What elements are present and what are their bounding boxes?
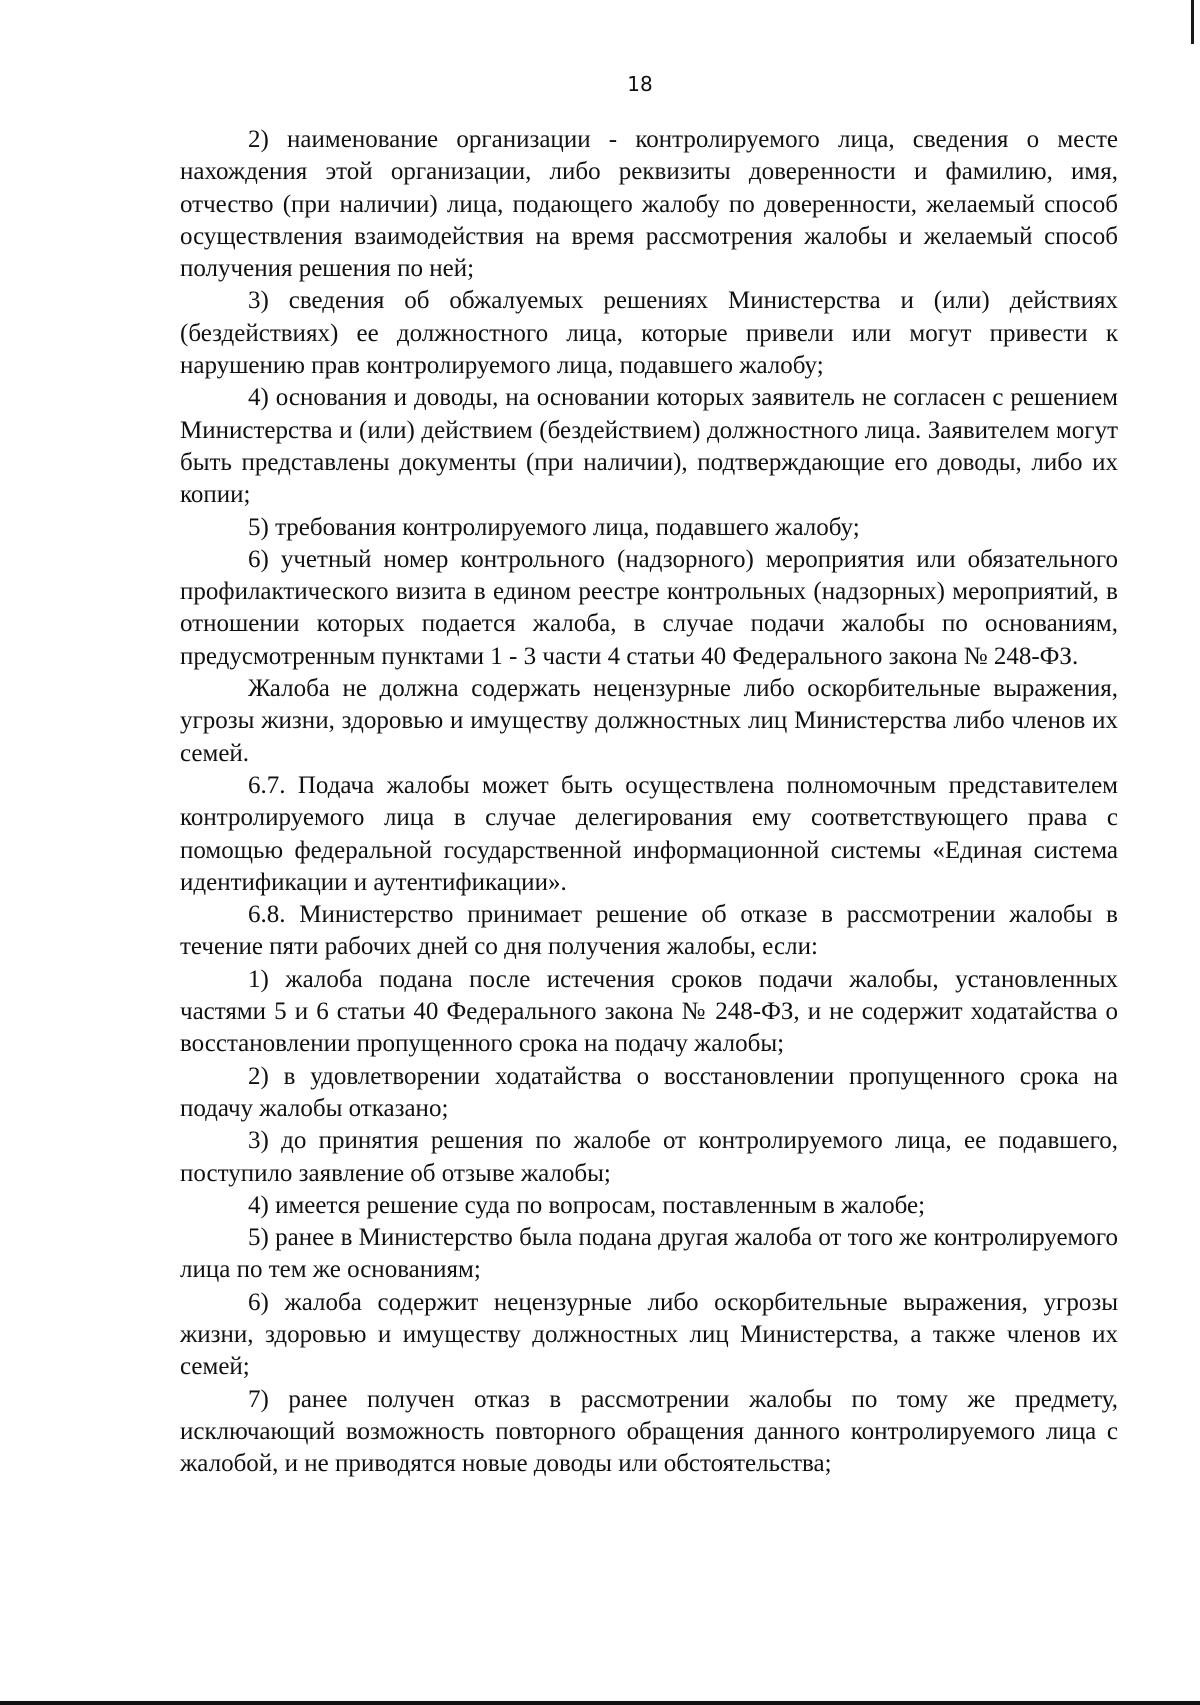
- page-number: 18: [627, 72, 653, 96]
- paragraph-content-restriction: Жалоба не должна содержать нецензурные либо оскорбительные выражения, угрозы жизни, здоровью и имуществу должностных лиц Министерства либо членов их семей.: [180, 675, 1118, 767]
- scan-edge-bottom: [0, 1701, 1200, 1705]
- paragraph-refusal-5: 5) ранее в Министерство была подана другая жалоба от того же контролируемого лица по тем же основаниям;: [180, 1224, 1118, 1284]
- paragraph-item-4-grounds: 4) основания и доводы, на основании которых заявитель не согласен с решением Министерства и (или) действием (бездействием) должностного лица. Заявителем могут быть представлены документы (при наличии), подтверждающие его доводы, либо их копии;: [180, 384, 1118, 509]
- document-body: [180, 124, 1118, 1480]
- paragraph-refusal-3: 3) до принятия решения по жалобе от контролируемого лица, ее подавшего, поступило заявление об отзыве жалобы;: [180, 1127, 1118, 1187]
- paragraph-item-2-organization: 2) наименование организации - контролируемого лица, сведения о месте нахождения этой организации, либо реквизиты доверенности и фамилию, имя, отчество (при наличии) лица, подающего жалобу по доверенности, желаемый способ осуществления взаимодействия на время рассмотрения жалобы и желаемый способ получения решения по ней;: [180, 126, 1118, 283]
- paragraph-refusal-1: 1) жалоба подана после истечения сроков подачи жалобы, установленных частями 5 и 6 статьи 40 Федерального закона № 248-ФЗ, и не содержит ходатайства о восстановлении пропущенного срока на подачу жалобы;: [180, 965, 1118, 1058]
- paragraph-refusal-2: 2) в удовлетворении ходатайства о восстановлении пропущенного срока на подачу жалобы отказано;: [180, 1062, 1118, 1122]
- paragraph-item-6-registry-number: 6) учетный номер контрольного (надзорного) мероприятия или обязательного профилактического визита в едином реестре контрольных (надзорных) мероприятий, в отношении которых подается жалоба, в случае подачи жалобы по основаниям, предусмотренным пунктами 1 - 3 части 4 статьи 40 Федерального закона № 248-ФЗ.: [180, 545, 1118, 670]
- paragraph-refusal-4: 4) имеется решение суда по вопросам, поставленным в жалобе;: [248, 1191, 926, 1219]
- paragraph-refusal-7: 7) ранее получен отказ в рассмотрении жалобы по тому же предмету, исключающий возможность повторного обращения данного контролируемого лица с жалобой, и не приводятся новые доводы или обстоятельства;: [180, 1385, 1118, 1478]
- paragraph-item-3-appealed-decisions: 3) сведения об обжалуемых решениях Министерства и (или) действиях (бездействиях) ее должностного лица, которые привели или могут привести к нарушению прав контролируемого лица, подавшего жалобу;: [180, 287, 1118, 380]
- scan-edge-right: [1191, 0, 1194, 44]
- paragraph-item-5-requirements: 5) требования контролируемого лица, подавшего жалобу;: [248, 513, 860, 541]
- paragraph-clause-6-7: 6.7. Подача жалобы может быть осуществлена полномочным представителем контролируемого лица в случае делегирования ему соответствующего права с помощью федеральной государственной информационной системы «Единая система идентификации и аутентификации».: [180, 771, 1118, 896]
- paragraph-clause-6-8: 6.8. Министерство принимает решение об отказе в рассмотрении жалобы в течение пяти рабочих дней со дня получения жалобы, если:: [180, 901, 1118, 961]
- paragraph-refusal-6: 6) жалоба содержит нецензурные либо оскорбительные выражения, угрозы жизни, здоровью и имуществу должностных лиц Министерства, а также членов их семей;: [180, 1288, 1118, 1381]
